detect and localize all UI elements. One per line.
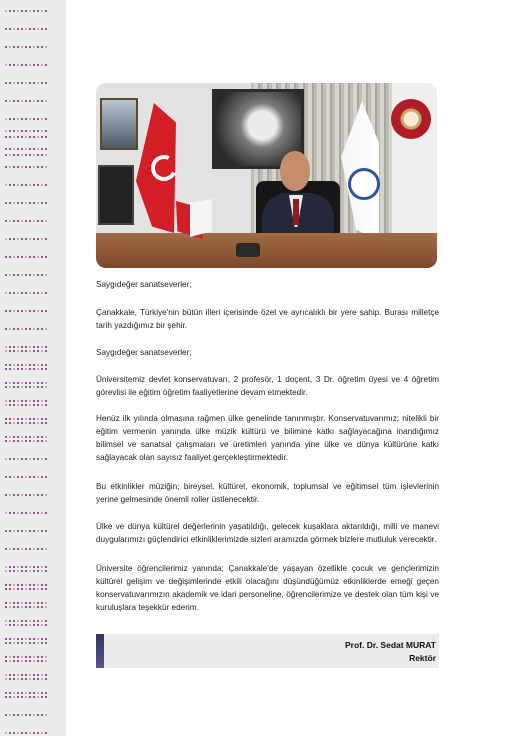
footer-accent-bar [96, 634, 104, 668]
paragraph-2: Üniversitemiz devlet konservatuvarı, 2 profesör, 1 doçent, 3 Dr. öğretim üyesi ve 4 öğretim görevlisi ile eğitim öğretim faaliyetlerine devam etmektedir. [96, 375, 439, 397]
paragraph-5: Ülke ve dünya kültürel değerlerinin yaşatıldığı, gelecek kuşaklara aktarıldığı, milli ve manevi duygularımızı güçlendirici etkinliklerimizde sizleri aramızda görmek bizlere mutluluk verecektir. [96, 522, 439, 544]
paragraph-6: Üniversite öğrencilerimiz yanında; Çanakkale'de yaşayan özellikle çocuk ve gençlerimizin kültürel gelişim ve değişimlerinde etkili olacağını düşündüğümüz etkinliklerde emeği geçen konservatuvarımızın akademik ve idari personeline, öğrencilerimize ve destek olan tüm kişi ve kuruluşlara teşekkür ederim. [96, 564, 439, 612]
tie [293, 199, 299, 225]
decorative-sidebar [0, 0, 66, 736]
dot-pattern-lower [4, 560, 48, 736]
signature-name: Prof. Dr. Sedat MURAT [345, 640, 436, 650]
desk-flag-university [190, 199, 212, 237]
rector-office-photo [96, 83, 437, 268]
paragraph-4: Bu etkinlikler müziğin; bireysel, kültürel, ekonomik, toplumsal ve eğitimsel tüm işlevlerinin yerine gelmesinde önemli roller üstlenecektir. [96, 482, 439, 504]
signature-title: Rektör [409, 653, 436, 663]
framed-portrait [100, 98, 138, 150]
paragraph-3: Henüz ilk yılında olmasına rağmen ülke genelinde tanınmıştır. Konservatuvarımız; nitelikli bir eğitim vermenin yanında ülke müzik kültürü ve bilimine katkı sağlayacağına inandığımız bilimsel ve sanatsal çalışmaları ve üretimleri yanında yine ülke ve dünya kültürüne katkı sağlayacak olan sayısız faaliyet gerçekleştirmektedir. [96, 414, 439, 462]
signature-block [96, 634, 439, 668]
computer-monitor [98, 165, 134, 225]
greeting-2: Saygıdeğer sanatseverler; [96, 348, 192, 357]
greeting-1: Saygıdeğer sanatseverler; [96, 280, 192, 289]
university-seal [391, 99, 431, 139]
person-head [280, 151, 310, 191]
desk-phone [236, 243, 260, 257]
university-emblem-icon [348, 168, 380, 200]
paragraph-1: Çanakkale, Türkiye'nin bütün illeri içerisinde özel ve ayrıcalıklı bir yere sahip. Burası milletçe tarih yazdığımız bir şehir. [96, 308, 439, 330]
desk [96, 233, 437, 268]
